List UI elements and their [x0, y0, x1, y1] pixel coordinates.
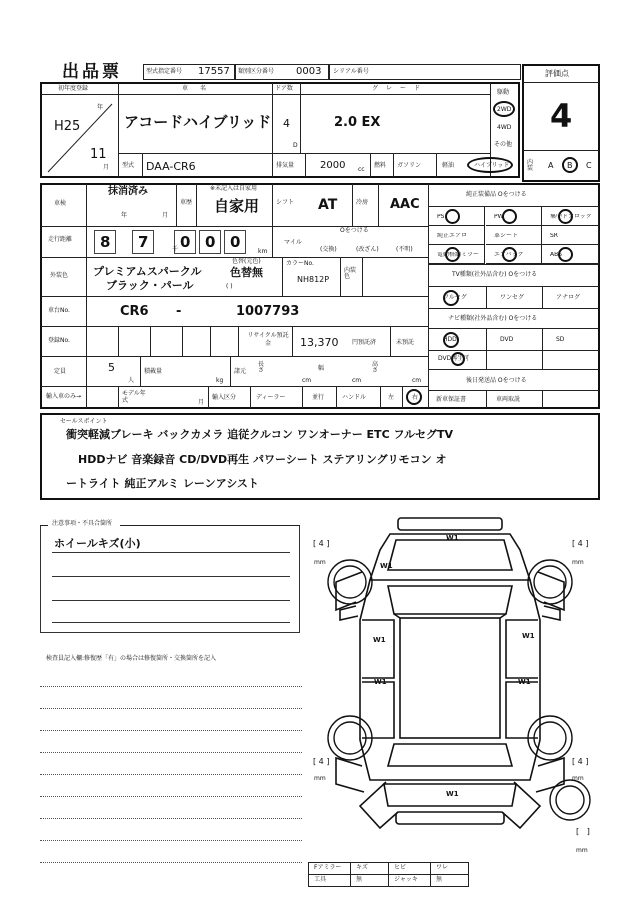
interior-b-circle	[562, 157, 578, 173]
import-cat-label: 輸入区分	[212, 394, 237, 401]
equipment-item: PW	[494, 214, 504, 220]
model-year-unit: 月	[198, 399, 205, 406]
mileage-digit: 0	[180, 233, 191, 251]
length-unit: cm	[302, 377, 312, 384]
handle-left: 左	[388, 394, 395, 401]
doors-label: ドア数	[275, 85, 293, 92]
sales-label: セールスポイント	[60, 418, 108, 425]
handle-label: ハンドル	[342, 394, 367, 401]
color-label: 外装色	[50, 272, 69, 279]
history-value: 自家用	[214, 197, 260, 215]
mile-check-note: Oをつける	[340, 227, 369, 234]
width-unit: cm	[352, 377, 362, 384]
tv-row-circle	[443, 290, 459, 306]
legend-value: ジャッキ	[394, 876, 418, 883]
damage-mark-w1: W1	[374, 678, 387, 686]
chassis-number: 1007793	[236, 304, 300, 319]
mileage-digit: 7	[138, 233, 149, 251]
recycle-unit: 円預託済	[352, 339, 377, 346]
model-label: 型式	[122, 162, 135, 169]
dims-label: 諸元	[234, 368, 247, 375]
first-reg-year-unit: 年	[97, 104, 104, 111]
damage-mark-w1: W1	[522, 632, 535, 640]
regno-label: 登録No.	[48, 337, 70, 344]
mileage-digit: 8	[100, 233, 111, 251]
load-label: 積載量	[144, 368, 163, 375]
color-change-value: 色替無	[230, 266, 263, 279]
drive-4wd: 4WD	[497, 124, 512, 131]
equipment-item: エアバッグ	[494, 252, 524, 258]
shift-label: シフト	[276, 199, 295, 206]
notes-label: 注意事項・不具合箇所	[52, 520, 113, 527]
rear-item-manual: 車両取説	[496, 396, 521, 403]
color-name-line2: ブラック・パール	[106, 279, 194, 292]
fuel-hybrid: ハイブリッド	[474, 162, 510, 169]
score-value: 4	[550, 97, 573, 135]
mileage-digit: 0	[230, 233, 241, 251]
nav-row-item: HDD	[443, 336, 457, 343]
page-title: 出品票	[62, 62, 122, 82]
legend-header: ヒビ	[394, 864, 407, 871]
inspector-label: 検査員記入欄:修復歴「有」の場合は修復箇所・交換箇所を記入	[46, 655, 217, 662]
color-no-label: カラーNo.	[286, 260, 314, 267]
fuel-label: 燃料	[374, 162, 387, 169]
car-name: アコードハイブリッド	[124, 113, 272, 131]
damage-mark-w1: W1	[380, 562, 393, 570]
interior-color-label: 内装色	[344, 267, 357, 280]
tv-title: TV種類(社外品含む) Oをつける	[452, 271, 538, 278]
notes-line-1: ホイールキズ(小)	[54, 537, 141, 550]
equipment-item: PS	[437, 214, 445, 220]
legend-value: 無	[436, 876, 443, 883]
dvd-play-circle	[451, 352, 465, 366]
tire-fl-bracket: [ 4 ]	[313, 539, 330, 548]
import-dealer: ディーラー	[256, 394, 286, 401]
equipment-circle	[445, 247, 460, 262]
tire-rr-unit: mm	[572, 775, 584, 782]
legend-value: 無	[356, 876, 363, 883]
tire-rl-unit: mm	[314, 775, 326, 782]
inspection-value: 抹消済み	[108, 186, 148, 197]
interior-grade-label: 内装	[527, 159, 534, 172]
capacity-unit: 人	[128, 377, 135, 384]
shift-value: AT	[318, 197, 338, 213]
rear-title: 後日発送品 Oをつける	[466, 377, 527, 384]
equipment-item: 電動格納ミラー	[437, 252, 480, 258]
fuel-diesel: 軽油	[442, 162, 455, 169]
inspector-line	[40, 818, 302, 819]
equipment-circle	[558, 209, 573, 224]
damage-mark-w1: W1	[373, 636, 386, 644]
first-reg-month: 11	[90, 147, 107, 162]
color-change-paren: ( )	[226, 283, 233, 290]
displacement-value: 2000	[320, 160, 346, 171]
model-cert-label: 型式指定番号	[146, 68, 183, 75]
inspection-year-unit: 年	[121, 212, 128, 219]
nav-row-circle	[443, 332, 459, 348]
history-note: ※未記入は自家用	[210, 185, 258, 192]
mile-tampered: (改ざん)	[356, 246, 379, 253]
inspector-line	[40, 840, 302, 841]
displacement-label: 排気量	[276, 162, 295, 169]
equipment-item: 集中ドアロック	[550, 214, 592, 220]
nav-row-item: SD	[556, 336, 565, 343]
interior-a: A	[548, 161, 554, 170]
recycle-label: リサイクル預託金	[247, 332, 289, 347]
serial-label: シリアル番号	[333, 68, 369, 75]
mileage-thousand: 千	[172, 246, 179, 253]
height-label: 高さ	[372, 361, 379, 374]
color-name-line1: プレミアムスパークル	[93, 265, 202, 278]
model-cert-value: 17557	[198, 66, 230, 77]
first-reg-era: H25	[54, 119, 81, 134]
first-reg-month-unit: 月	[103, 164, 110, 171]
handle-right-circle	[406, 389, 422, 405]
interior-b: B	[567, 161, 573, 170]
tire-spare-bracket: [ ]	[576, 827, 590, 836]
recycle-value: 13,370	[300, 336, 339, 349]
grade-label: グレード	[372, 85, 429, 92]
car-diagram	[300, 510, 600, 855]
doors-value: 4	[283, 117, 290, 130]
inspector-line	[40, 862, 302, 863]
equipment-item: 純正エアロ	[437, 233, 468, 239]
inspection-month-unit: 月	[162, 212, 169, 219]
import-parallel: 並行	[312, 394, 325, 401]
legend-value: 工具	[314, 876, 327, 883]
damage-mark-w1: W1	[446, 534, 459, 542]
inspector-line	[40, 686, 302, 687]
mile-unknown: (不明)	[396, 246, 413, 253]
nav-row-item: DVD	[500, 336, 514, 343]
doors-unit: D	[293, 142, 298, 149]
equipment-circle	[558, 247, 573, 262]
tire-fr-unit: mm	[572, 559, 584, 566]
ac-label: 冷房	[356, 199, 369, 206]
handle-right: 右	[412, 394, 419, 401]
color-change-label: 色替(元色)	[232, 258, 261, 265]
reg-slash	[42, 96, 118, 176]
tv-row-item: ワンセグ	[500, 294, 525, 301]
fuel-gasoline: ガソリン	[397, 162, 422, 169]
mileage-label: 走行距離	[48, 236, 73, 243]
class-value: 0003	[296, 66, 322, 77]
ac-value: AAC	[390, 197, 420, 212]
tire-rr-bracket: [ 4 ]	[572, 757, 589, 766]
rear-item-warranty: 新車保証書	[436, 396, 467, 403]
damage-mark-w1: W1	[518, 678, 531, 686]
mileage-unit: km	[258, 248, 268, 255]
displacement-unit: cc	[358, 166, 365, 173]
height-unit: cm	[412, 377, 422, 384]
tire-rl-bracket: [ 4 ]	[313, 757, 330, 766]
first-reg-label: 初年度登録	[58, 85, 89, 92]
inspection-label: 車検	[54, 200, 67, 207]
color-no-value: NH812P	[297, 275, 330, 284]
mileage-digit: 0	[205, 233, 216, 251]
chassis-prefix: CR6	[120, 304, 149, 319]
inspector-line	[40, 730, 302, 731]
fuel-hybrid-circle	[467, 157, 513, 173]
model-value: DAA-CR6	[146, 160, 196, 173]
legend-header: ワレ	[436, 864, 449, 871]
interior-c: C	[586, 161, 592, 170]
import-only-label: 輸入車のみ→	[46, 393, 82, 400]
capacity-label: 定員	[54, 368, 67, 375]
equipment-title: 純正装備品 Oをつける	[466, 191, 527, 198]
equipment-item: 革シート	[494, 233, 519, 239]
drive-label: 駆動	[497, 89, 510, 96]
drive-2wd: 2WD	[497, 106, 512, 113]
equipment-circle	[502, 209, 517, 224]
tv-row-item: フルセグ	[443, 294, 467, 301]
load-unit: kg	[216, 377, 224, 384]
model-year-label: モデル年式	[122, 390, 146, 405]
width-label: 幅	[318, 365, 325, 372]
chassis-label: 車台No.	[48, 307, 70, 314]
recycle-unpaid: 未預託	[396, 339, 415, 346]
inspector-line	[40, 796, 302, 797]
legend-header: キズ	[356, 864, 368, 871]
car-name-label: 車名	[182, 85, 219, 92]
drive-2wd-circle	[493, 101, 515, 117]
legend-header: Fアミラー	[314, 864, 342, 871]
inspector-line	[40, 708, 302, 709]
sales-line-1: 衝突軽減ブレーキ バックカメラ 追従クルコン ワンオーナー ETC フルセグTV	[66, 428, 454, 441]
chassis-dash: -	[176, 304, 182, 319]
equipment-circle	[502, 247, 517, 262]
capacity-value: 5	[108, 361, 115, 374]
sales-line-2: HDDナビ 音楽録音 CD/DVD再生 パワーシート ステアリングリモコン オ	[78, 453, 447, 466]
damage-mark-w1: W1	[446, 790, 459, 798]
tire-fl-unit: mm	[314, 559, 326, 566]
tire-spare-unit: mm	[576, 847, 588, 854]
nav-title: ナビ種類(社外品含む) Oをつける	[448, 315, 538, 322]
equipment-item: SR	[550, 233, 558, 239]
length-label: 長さ	[258, 361, 265, 374]
equipment-circle	[445, 209, 460, 224]
tv-row-item: アナログ	[556, 294, 581, 301]
drive-other: その他	[494, 141, 513, 148]
class-label: 類別区分番号	[238, 68, 275, 75]
equipment-item: ABS	[550, 252, 562, 258]
history-label: 車歴	[180, 199, 193, 206]
score-label: 評価点	[545, 69, 569, 78]
inspector-line	[40, 752, 302, 753]
mile-label: マイル	[284, 239, 302, 246]
sales-line-3: ートライト 純正アルミ レーンアシスト	[66, 477, 259, 490]
mile-exchanged: (交換)	[320, 246, 337, 253]
dvd-play-label: DVD再生可	[438, 355, 470, 362]
tire-fr-bracket: [ 4 ]	[572, 539, 589, 548]
inspector-line	[40, 774, 302, 775]
grade-value: 2.0 EX	[334, 115, 381, 130]
